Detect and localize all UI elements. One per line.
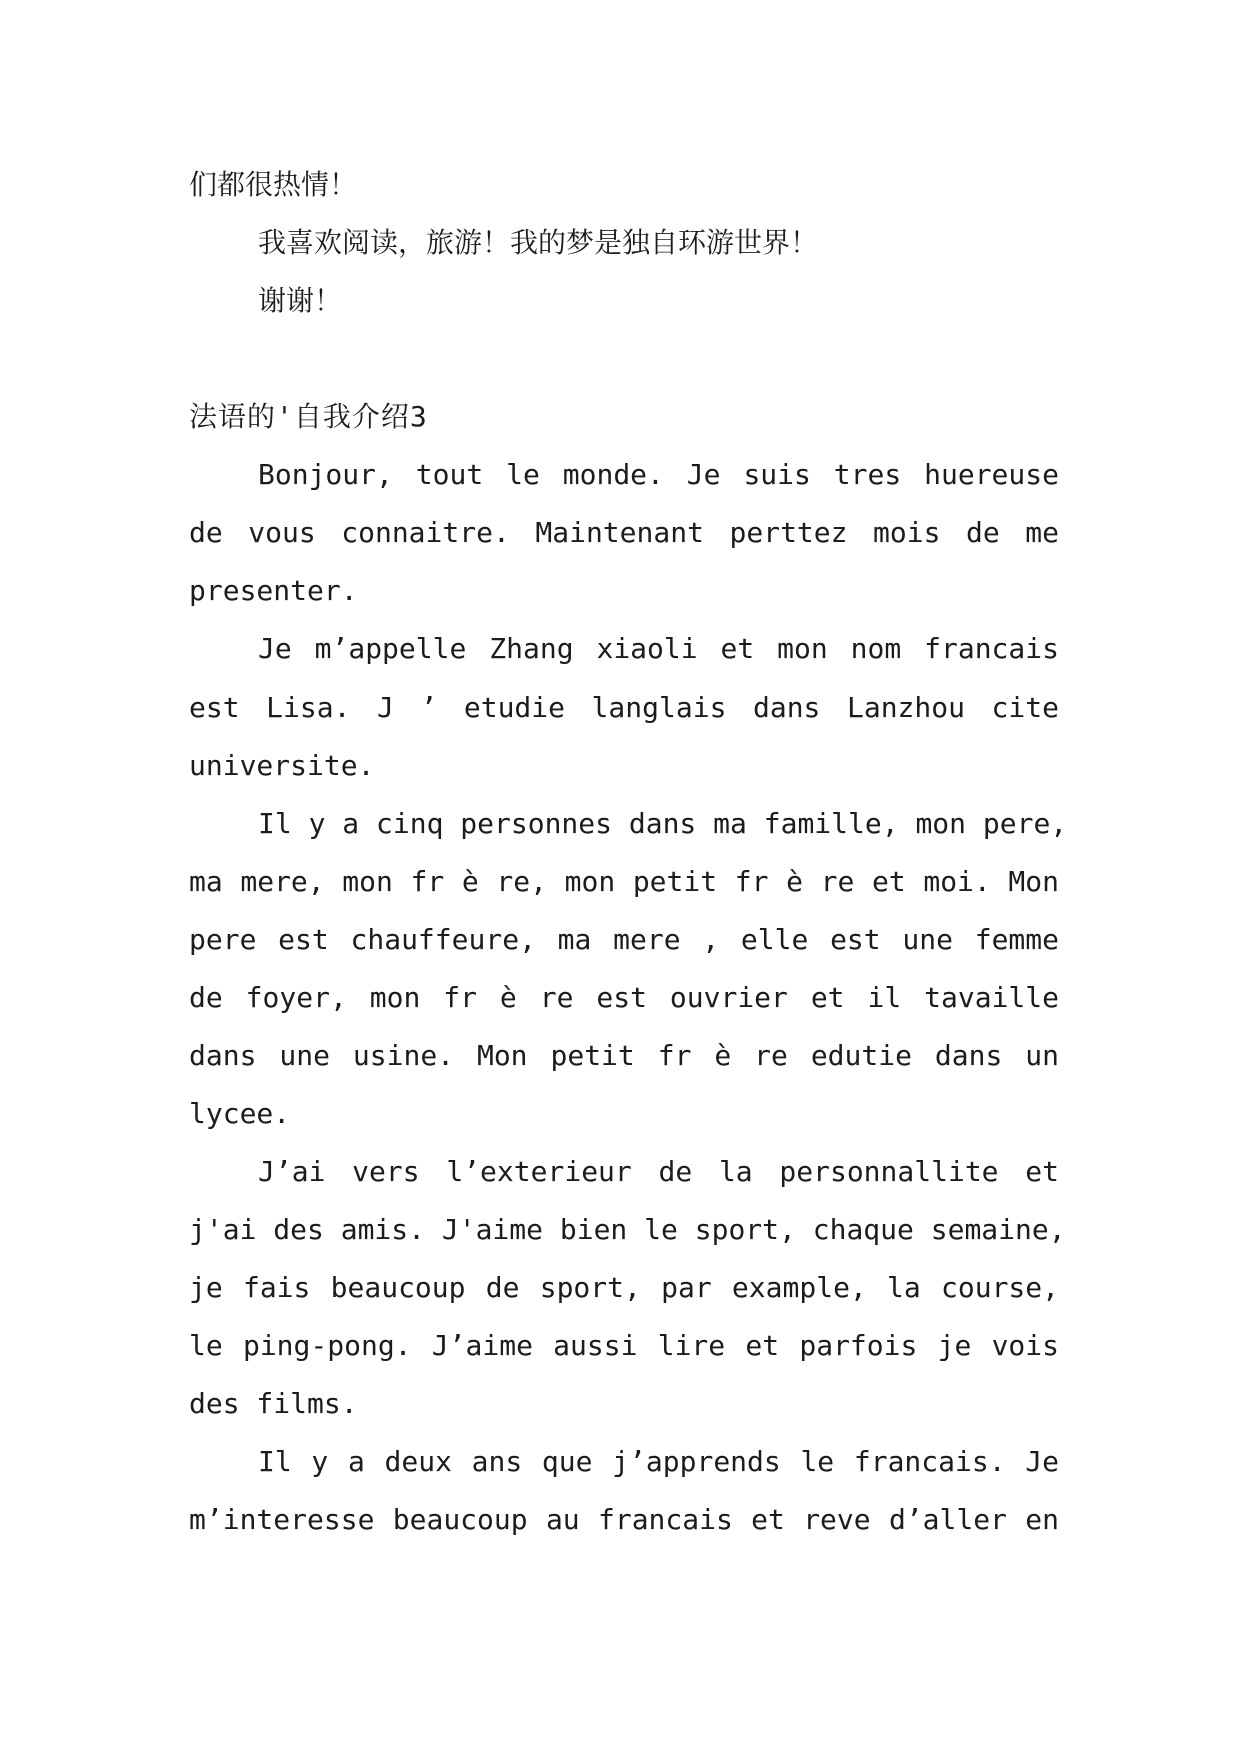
text-line: universite. bbox=[189, 749, 375, 782]
text-line: 谢谢！ bbox=[258, 284, 343, 317]
text-line: j'ai des amis. J'aime bien le sport, chaque semaine, bbox=[189, 1213, 1066, 1246]
text-line: pere est chauffeure, ma mere , elle est une femme bbox=[189, 923, 1059, 956]
text-line: je fais beaucoup de sport, par example, la course, bbox=[189, 1271, 1059, 1304]
text-line: ma mere, mon fr è re, mon petit fr è re et moi. Mon bbox=[189, 865, 1059, 898]
text-line: dans une usine. Mon petit fr è re edutie dans un bbox=[189, 1039, 1059, 1072]
text-line: lycee. bbox=[189, 1097, 291, 1130]
text-line: de foyer, mon fr è re est ouvrier et il tavaille bbox=[189, 981, 1059, 1014]
text-line: 们都很热情！ bbox=[189, 168, 358, 201]
text-line: Il y a deux ans que j’apprends le francais. Je bbox=[258, 1445, 1059, 1478]
text-line: Je m’appelle Zhang xiaoli et mon nom francais bbox=[258, 632, 1059, 665]
text-line: Bonjour, tout le monde. Je suis tres huereuse bbox=[258, 458, 1059, 491]
text-line: de vous connaitre. Maintenant perttez mois de me bbox=[189, 516, 1059, 549]
text-line: 我喜欢阅读，旅游！我的梦是独自环游世界！ bbox=[258, 226, 819, 259]
text-line: des films. bbox=[189, 1387, 358, 1420]
text-line: m’interesse beaucoup au francais et reve d’aller en bbox=[189, 1503, 1059, 1536]
text-line: J’ai vers l’exterieur de la personnallite et bbox=[258, 1155, 1059, 1188]
text-line: Il y a cinq personnes dans ma famille, mon pere, bbox=[258, 807, 1068, 840]
text-line: le ping-pong. J’aime aussi lire et parfois je vois bbox=[189, 1329, 1059, 1362]
text-line: est Lisa. J ’ etudie langlais dans Lanzhou cite bbox=[189, 691, 1059, 724]
section-title: 法语的'自我介绍3 bbox=[189, 400, 428, 433]
text-line: presenter. bbox=[189, 574, 358, 607]
